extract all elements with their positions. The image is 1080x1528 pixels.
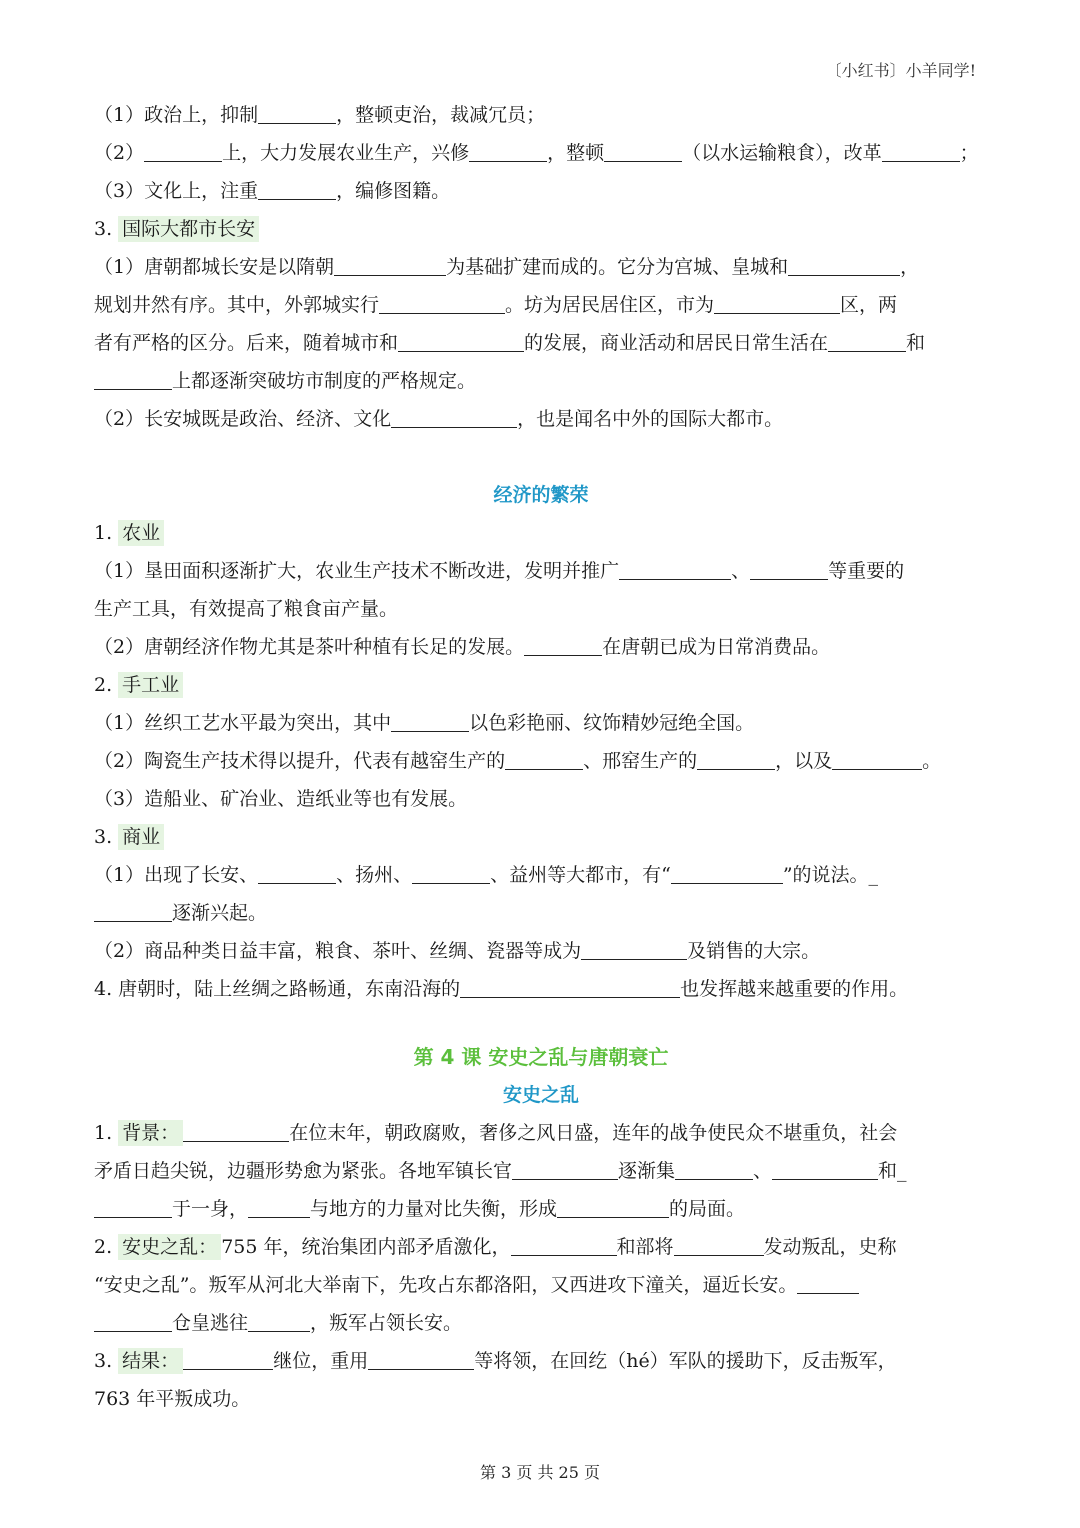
page-content [94,96,988,1418]
fill-blank[interactable] [512,1155,618,1180]
spacer [94,1008,988,1038]
fill-blank[interactable] [94,897,172,922]
subheading: 3. 国际大都市长安 [94,210,988,248]
fill-blank[interactable] [714,289,840,314]
text-line: 逐渐兴起。 [94,894,988,932]
fill-blank[interactable] [144,137,222,162]
text-line: （1）出现了长安、 、扬州、 、益州等大都市，有“ ”的说法。_ [94,856,988,894]
fill-blank[interactable] [697,745,775,770]
fill-blank[interactable] [581,935,687,960]
text-line: 规划井然有序。其中，外郭城实行 。坊为居民居住区，市为 区，两 [94,286,988,324]
text-line: “安史之乱”。叛军从河北大举南下，先攻占东都洛阳，又西进攻下潼关，逼近长安。 [94,1266,988,1304]
fill-blank[interactable] [671,859,783,884]
fill-blank[interactable] [772,1155,878,1180]
text-line: 4. 唐朝时，陆上丝绸之路畅通，东南沿海的 也发挥越来越重要的作用。 [94,970,988,1008]
section-title: 经济的繁荣 [493,484,589,506]
text-line: 生产工具，有效提高了粮食亩产量。 [94,598,399,620]
fill-blank[interactable] [619,555,731,580]
text-line: （3）造船业、矿冶业、造纸业等也有发展。 [94,788,468,810]
fill-blank[interactable] [469,137,547,162]
lesson-title: 第 4 课 安史之乱与唐朝衰亡 [413,1045,669,1069]
fill-blank[interactable] [368,1345,474,1370]
fill-blank[interactable] [183,1117,289,1142]
fill-blank[interactable] [797,1269,859,1294]
subheading: 3. 商业 [94,818,988,856]
section-title: 安史之乱 [502,1084,579,1106]
fill-blank[interactable] [94,1193,172,1218]
spacer [94,438,988,476]
subheading: 1. 农业 [94,514,988,552]
fill-blank[interactable] [258,99,336,124]
subheading-label: 农业 [118,520,164,546]
subheading-label: 国际大都市长安 [118,216,259,242]
fill-blank[interactable] [412,859,490,884]
text-line: （2）商品种类日益丰富，粮食、茶叶、丝绸、瓷器等成为 及销售的大宗。 [94,932,988,970]
page-footer: 第 3 页 共 25 页 [480,1463,600,1482]
fill-blank[interactable] [557,1193,669,1218]
fill-blank[interactable] [248,1307,310,1332]
fill-blank[interactable] [258,175,336,200]
subheading: 2. 手工业 [94,666,988,704]
fill-blank[interactable] [94,365,172,390]
text-line: （2）陶瓷生产技术得以提升，代表有越窑生产的 、邢窑生产的 ，以及 。 [94,742,988,780]
text-line: （1）唐朝都城长安是以隋朝 为基础扩建而成的。它分为宫城、皇城和 ， [94,248,988,286]
fill-blank[interactable] [258,859,336,884]
text-line: 矛盾日趋尖锐，边疆形势愈为紧张。各地军镇长官 逐渐集 、 和_ [94,1152,988,1190]
text-line: （1）政治上，抑制 ，整顿吏治，裁减冗员； [94,96,988,134]
text-line: 2. 安史之乱： 755 年，统治集团内部矛盾激化， 和部将 发动叛乱，史称 [94,1228,988,1266]
text-line: （3）文化上，注重 ，编修图籍。 [94,172,988,210]
text-line: 763 年平叛成功。 [94,1388,251,1410]
fill-blank[interactable] [675,1155,753,1180]
text-line: （1）垦田面积逐渐扩大，农业生产技术不断改进，发明并推广 、 等重要的 [94,552,988,590]
fill-blank[interactable] [832,745,922,770]
fill-blank[interactable] [391,707,469,732]
subheading-label: 安史之乱： [118,1234,221,1260]
fill-blank[interactable] [674,1231,764,1256]
fill-blank[interactable] [334,251,446,276]
fill-blank[interactable] [391,403,517,428]
fill-blank[interactable] [505,745,583,770]
fill-blank[interactable] [604,137,682,162]
fill-blank[interactable] [94,1307,172,1332]
subheading-label: 结果： [118,1348,183,1374]
text-line: 者有严格的区分。后来，随着城市和 的发展，商业活动和居民日常生活在 和 [94,324,988,362]
text-line: 3. 结果： 继位，重用 等将领，在回纥（hé）军队的援助下，反击叛军， [94,1342,988,1380]
text-line: （2）长安城既是政治、经济、文化 ，也是闻名中外的国际大都市。 [94,400,988,438]
fill-blank[interactable] [379,289,505,314]
fill-blank[interactable] [828,327,906,352]
subheading-label: 商业 [118,824,164,850]
header-watermark: 〔小红书〕小羊同学! [825,61,976,80]
text-line: 于一身， 与地方的力量对比失衡，形成 的局面。 [94,1190,988,1228]
text-line: 上都逐渐突破坊市制度的严格规定。 [94,362,988,400]
fill-blank[interactable] [524,631,602,656]
fill-blank[interactable] [460,973,680,998]
text-line: 1. 背景： 在位末年，朝政腐败，奢侈之风日盛，连年的战争使民众不堪重负，社会 [94,1114,988,1152]
fill-blank[interactable] [750,555,828,580]
fill-blank[interactable] [511,1231,617,1256]
fill-blank[interactable] [882,137,960,162]
subheading-label: 手工业 [118,672,183,698]
text-line: （2） 上，大力发展农业生产，兴修 ，整顿 （以水运输粮食），改革 ； [94,134,988,172]
text-line: （1）丝织工艺水平最为突出，其中 以色彩艳丽、纹饰精妙冠绝全国。 [94,704,988,742]
text-line: 仓皇逃往 ，叛军占领长安。 [94,1304,988,1342]
text-line: （2）唐朝经济作物尤其是茶叶种植有长足的发展。 在唐朝已成为日常消费品。 [94,628,988,666]
fill-blank[interactable] [248,1193,310,1218]
fill-blank[interactable] [398,327,524,352]
fill-blank[interactable] [183,1345,273,1370]
subheading-label: 背景： [118,1120,183,1146]
fill-blank[interactable] [788,251,900,276]
